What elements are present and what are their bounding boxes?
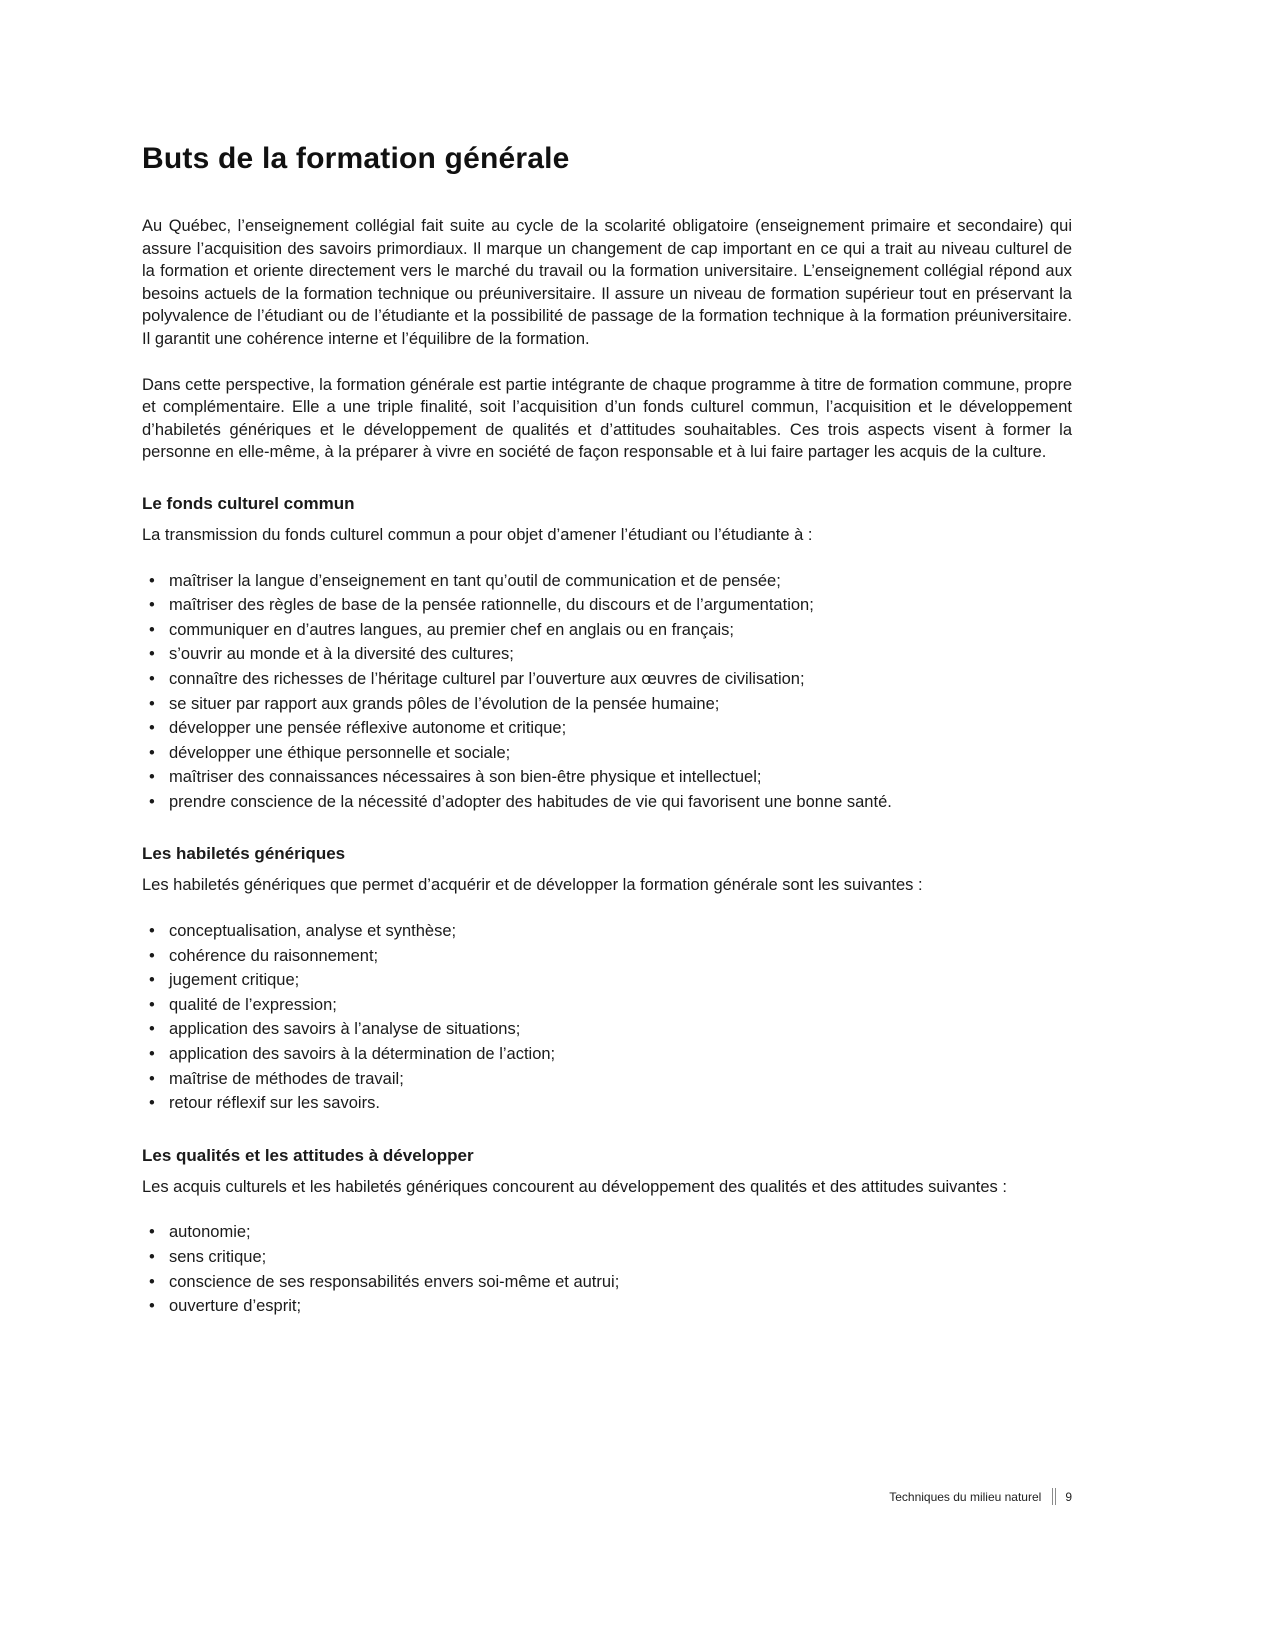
list-item: • sens critique; xyxy=(142,1245,1072,1270)
list-item: • connaître des richesses de l’héritage culturel par l’ouverture aux œuvres de civilisation; xyxy=(142,667,1072,692)
page-title: Buts de la formation générale xyxy=(142,142,570,175)
section-habiletes-generiques xyxy=(142,843,1072,1115)
list-item: • maîtriser des connaissances nécessaires à son bien-être physique et intellectuel; xyxy=(142,765,1072,790)
intro-paragraph-1: Au Québec, l’enseignement collégial fait suite au cycle de la scolarité obligatoire (enseignement primaire et secondaire) qui assure l’acquisition des savoirs primordiaux. Il marque un changement de cap important en ce qui a trait au niveau culturel de la formation et oriente directement vers le marché du travail ou la formation universitaire. L’enseignement collégial répond aux besoins actuels de la formation technique ou préuniversitaire. Il assure un niveau de formation supérieur tout en préservant la polyvalence de l’étudiant ou de l’étudiante et la possibilité de passage de la formation technique à la formation préuniversitaire. Il garantit une cohérence interne et l’équilibre de la formation. xyxy=(142,217,1072,348)
section-qualites-attitudes xyxy=(142,1145,1072,1319)
list-item: • prendre conscience de la nécessité d’adopter des habitudes de vie qui favorisent une bonne santé. xyxy=(142,790,1072,815)
page-number: 9 xyxy=(1065,1489,1072,1504)
footer-separator xyxy=(1052,1488,1056,1505)
section-lead: La transmission du fonds culturel commun a pour objet d’amener l’étudiant ou l’étudiante à : xyxy=(142,525,813,544)
page-content xyxy=(142,141,1072,1319)
section-lead: Les habiletés génériques que permet d’acquérir et de développer la formation générale sont les suivantes : xyxy=(142,876,923,895)
list-item: • communiquer en d’autres langues, au premier chef en anglais ou en français; xyxy=(142,618,1072,643)
bullet-list xyxy=(142,569,1072,815)
list-item: • jugement critique; xyxy=(142,968,1072,993)
footer-doc-title: Techniques du milieu naturel xyxy=(889,1489,1042,1504)
list-item: • cohérence du raisonnement; xyxy=(142,944,1072,969)
list-item: • retour réflexif sur les savoirs. xyxy=(142,1091,1072,1116)
list-item: • se situer par rapport aux grands pôles de l’évolution de la pensée humaine; xyxy=(142,692,1072,717)
list-item: • développer une éthique personnelle et sociale; xyxy=(142,741,1072,766)
section-heading: Le fonds culturel commun xyxy=(142,493,355,513)
list-item: • maîtriser la langue d’enseignement en tant qu’outil de communication et de pensée; xyxy=(142,569,1072,594)
list-item: • application des savoirs à la détermination de l’action; xyxy=(142,1042,1072,1067)
list-item: • conceptualisation, analyse et synthèse; xyxy=(142,919,1072,944)
intro-paragraph-2: Dans cette perspective, la formation générale est partie intégrante de chaque programme à titre de formation commune, propre et complémentaire. Elle a une triple finalité, soit l’acquisition d’un fonds culturel commun, l’acquisition et le développement d’habiletés génériques et le développement de qualités et d’attitudes souhaitables. Ces trois aspects visent à former la personne en elle-même, à la préparer à vivre en société de façon responsable et à lui faire partager les acquis de la culture. xyxy=(142,375,1072,462)
list-item: • développer une pensée réflexive autonome et critique; xyxy=(142,716,1072,741)
section-lead: Les acquis culturels et les habiletés génériques concourent au développement des qualités et des attitudes suivantes : xyxy=(142,1177,1007,1196)
section-heading: Les habiletés génériques xyxy=(142,844,346,864)
list-item: • conscience de ses responsabilités envers soi-même et autrui; xyxy=(142,1270,1072,1295)
bullet-list xyxy=(142,1220,1072,1318)
section-fonds-culturel-commun xyxy=(142,493,1072,815)
list-item: • qualité de l’expression; xyxy=(142,993,1072,1018)
list-item: • maîtriser des règles de base de la pensée rationnelle, du discours et de l’argumentation; xyxy=(142,593,1072,618)
list-item: • autonomie; xyxy=(142,1220,1072,1245)
bullet-list xyxy=(142,919,1072,1116)
list-item: • maîtrise de méthodes de travail; xyxy=(142,1067,1072,1092)
list-item: • application des savoirs à l’analyse de situations; xyxy=(142,1017,1072,1042)
section-heading: Les qualités et les attitudes à développer xyxy=(142,1145,474,1165)
list-item: • ouverture d’esprit; xyxy=(142,1294,1072,1319)
list-item: • s’ouvrir au monde et à la diversité des cultures; xyxy=(142,642,1072,667)
page-footer xyxy=(142,1488,1072,1505)
